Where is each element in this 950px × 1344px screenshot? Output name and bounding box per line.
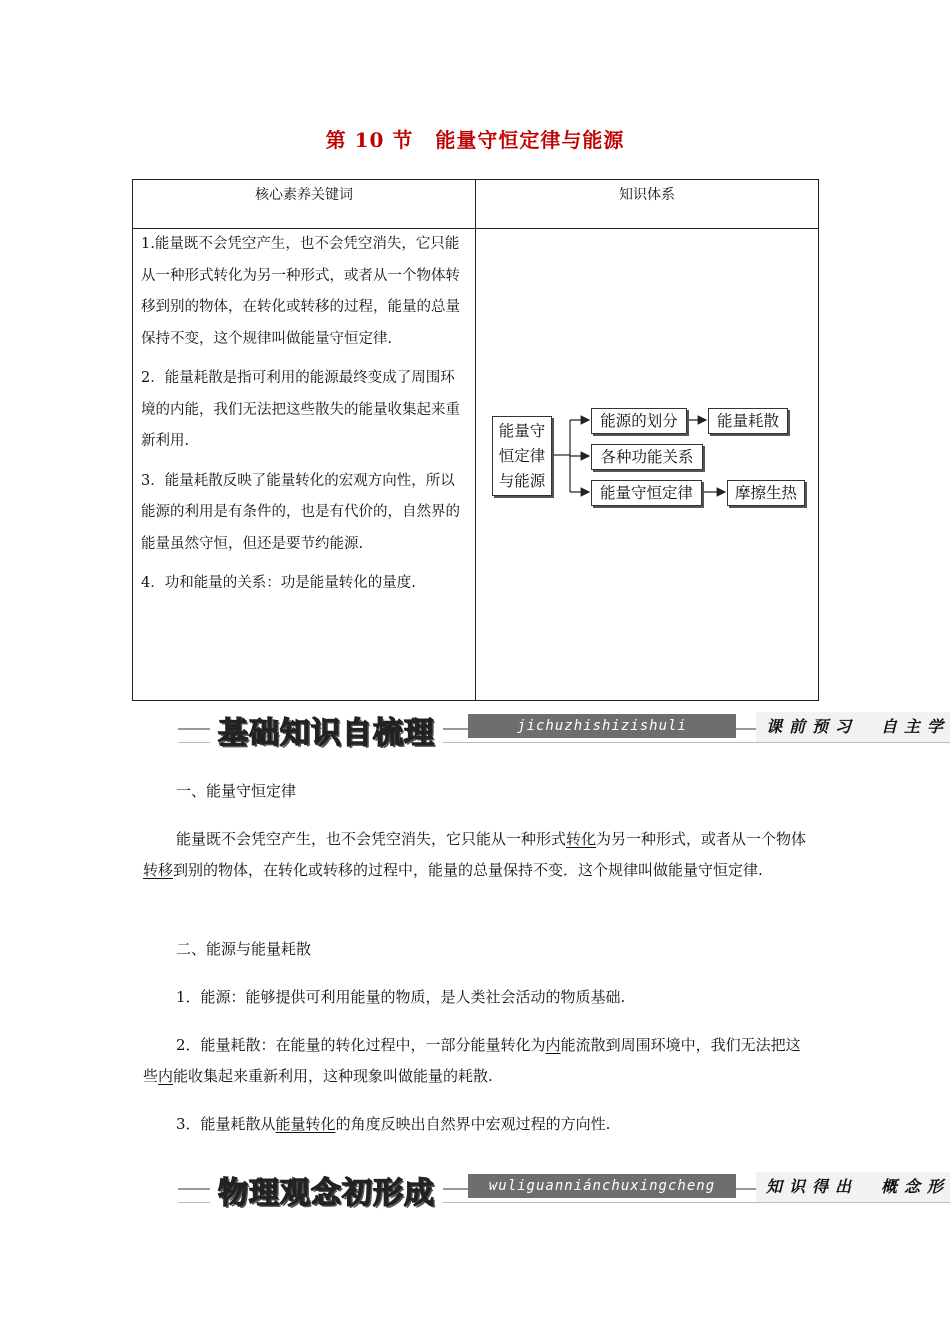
banner-title: 物理观念初形成 [210,1168,443,1212]
section-energy-sources [143,934,808,1140]
knowledge-system-cell [476,229,819,701]
section-banner-concept [178,1168,950,1212]
underlined-term: 能量转化 [275,1115,336,1133]
underlined-term: 转化 [566,830,597,848]
diagram-root: 能量守恒定律与能源 [492,416,552,496]
underlined-term: 转移 [143,861,174,879]
banner-pinyin: wuliguanniánchuxingcheng [468,1174,736,1198]
diagram-branch3-child: 摩擦生热 [727,480,805,506]
list-item: 1．能源：能够提供可利用能量的物质，是人类社会活动的物质基础. [176,988,626,1006]
section-number: 第 10 节 [325,128,414,152]
intro-table [132,179,819,701]
keywords-cell [133,229,476,701]
diagram-branch2: 各种功能关系 [591,444,703,470]
section-topic: 能量守恒定律与能源 [435,128,625,152]
underlined-term: 内 [545,1036,561,1054]
banner-tag: 知识得出 概念形 [756,1172,950,1202]
diagram-branch1-child: 能量耗散 [708,408,788,434]
section-paragraph: 能量既不会凭空产生，也不会凭空消失，它只能从一种形式转化为另一种形式，或者从一个物体转移到别的物体，在转化或转移的过程中，能量的总量保持不变．这个规律叫做能量守恒定律. [143,830,807,879]
list-item: 2．能量耗散：在能量的转化过程中，一部分能量转化为内能流散到周围环境中，我们无法把这些内能收集起来重新利用，这种现象叫做能量的耗散. [143,1036,801,1085]
section-energy-conservation [143,776,808,886]
header-keywords: 核心素养关键词 [133,180,476,229]
section-heading: 一、能量守恒定律 [176,782,297,800]
section-heading: 二、能源与能量耗散 [176,940,312,958]
underlined-term: 内 [158,1067,174,1085]
keyword-point: 1.能量既不会凭空产生，也不会凭空消失，它只能从一种形式转化为另一种形式，或者从一个物体转移到别的物体，在转化或转移的过程，能量的总量保持不变，这个规律叫做能量守恒定律. [141,236,460,347]
banner-tag: 课前预习 自主学 [756,712,950,742]
diagram-branch3: 能量守恒定律 [591,480,702,506]
keyword-point: 3．能量耗散反映了能量转化的宏观方向性，所以能源的利用是有条件的，也是有代价的，自然界的能量虽然守恒，但还是要节约能源. [141,472,460,552]
list-item: 3．能量耗散从能量转化的角度反映出自然界中宏观过程的方向性. [176,1115,611,1133]
knowledge-diagram [476,229,819,705]
page-title [0,124,950,153]
banner-title: 基础知识自梳理 [210,708,443,752]
diagram-branch1: 能源的划分 [591,408,687,434]
banner-pinyin: jichuzhishizishuli [468,714,736,738]
keyword-point: 4．功和能量的关系：功是能量转化的量度. [141,575,416,591]
keyword-point: 2．能量耗散是指可利用的能源最终变成了周围环境的内能，我们无法把这些散失的能量收集起来重新利用. [141,370,460,449]
section-banner-foundation [178,708,950,752]
header-knowledge-system: 知识体系 [476,180,819,229]
